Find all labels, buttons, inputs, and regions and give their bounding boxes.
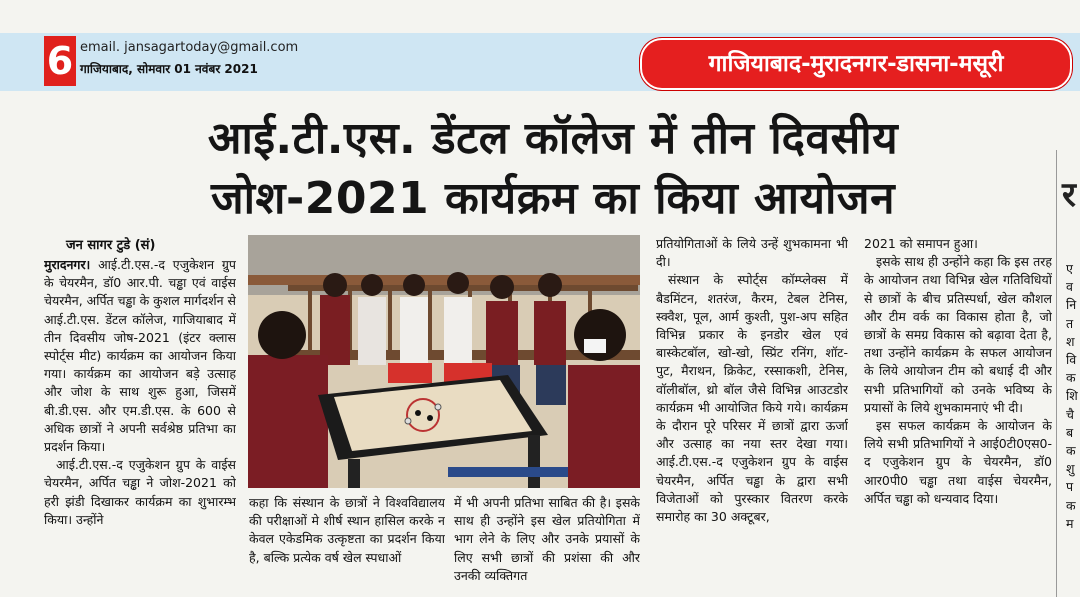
page-number: 6 (44, 36, 76, 86)
carrom-game-photo-icon (248, 235, 640, 488)
section-banner: गाजियाबाद-मुरादनगर-डासना-मसूरी (640, 38, 1072, 90)
paragraph: आई.टी.एस.-द एजुकेशन ग्रुप के चेयरमैन, डॉ0 आर.पी. चड्ढा एवं वाईस चेयरमैन, अर्पित चड्ढा के कुशल मार्गदर्शन से आई.टी.एस. डेंटल कॉलेज, गाजियाबाद में तीन दिवसीय जोष-2021 (इंटर क्लास स्पोर्ट्स मीट) कार्यक्रम का आयोजन किया गया। कार्यक्रम का आयोजन बड़े उत्साह और जोश के साथ शुरू हुआ, जिसमें बी.डी.एस. और एम.डी.एस. के 600 से अधिक छात्रों ने अपनी सर्वश्रेष्ठ प्रतिभा का प्रदर्शन किया। (44, 257, 236, 455)
article-column-4 (656, 235, 848, 597)
paragraph: 2021 को समापन हुआ। (864, 236, 978, 251)
adjacent-article-fragment-icon: र (1062, 175, 1076, 215)
article-column-3 (454, 494, 640, 597)
paragraph: संस्थान के स्पोर्ट्स कॉम्प्लेक्स में बैडमिंटन, शतरंज, कैरम, टेबल टेनिस, स्क्वैश, पूल, आर्म कुश्ती, पुश-अप सहित विभिन्न प्रकार के इनडोर खेल एवं बास्केटबॉल, खो-खो, स्प्रिंट रनिंग, शॉट-पुट, मैराथन, क्रिकेट, रस्साकशी, टेनिस, वॉलीबॉल, थ्रो बॉल जैसे विभिन्न आउटडोर कार्यक्रम भी आयोजित किये गये। कार्यक्रम के दौरान पूरे परिसर में छात्रों द्वारा ऊर्जा और उत्साह का नया स्तर देखा गया। आई.टी.एस.-द एजुकेशन ग्रुप के वाईस चेयरमैन, अर्पित चड्ढा के द्वारा सभी विजेताओं को पुरस्कार वितरण करके समारोह का 30 अक्टूबर, (656, 272, 848, 525)
paragraph: कहा कि संस्थान के छात्रों ने विश्वविद्यालय की परीक्षाओं मे शीर्ष स्थान हासिल करके न केवल एकेडमिक उत्कृष्टता का प्रदर्शन किया है, बल्कि प्रत्येक वर्ष खेल स्पधाओं (249, 495, 445, 565)
article-column-1 (44, 256, 236, 597)
dateline-city: मुरादनगर। (44, 257, 91, 272)
byline: जन सागर टुडे (सं) (66, 238, 156, 253)
event-photo (248, 235, 640, 488)
paragraph: में भी अपनी प्रतिभा साबित की है। इसके साथ ही उन्होंने इस खेल प्रतियोगिता में भाग लेने के लिए और उनके प्रयासों के लिए सभी छात्रों की प्रशंसा की और उनकी व्यक्तिगत (454, 495, 640, 583)
paragraph: इस सफल कार्यक्रम के आयोजन के लिये सभी प्रतिभागियों ने आई0टी0एस0-द एजुकेशन ग्रुप के चेयरमैन, डॉ0 आर0पी0 चड्ढा तथा वाईस चेयरमैन, अर्पित चड्ढा को धन्यवाद दिया। (864, 418, 1052, 506)
dateline: गाजियाबाद, सोमवार 01 नवंबर 2021 (80, 62, 258, 76)
column-divider (1056, 150, 1057, 597)
email-address[interactable]: email. jansagartoday@gmail.com (80, 40, 299, 55)
article-column-2 (249, 494, 445, 597)
paragraph: प्रतियोगिताओं के लिये उन्हें शुभकामना भी दी। (656, 236, 848, 270)
headline-line-1: आई.टी.एस. डेंटल कॉलेज में तीन दिवसीय (207, 113, 899, 164)
article-column-5 (864, 235, 1052, 597)
paragraph: इसके साथ ही उन्होंने कहा कि इस तरह के आयोजन तथा विभिन्न खेल गतिविधियों से छात्रों के बीच प्रतिस्पर्धा, खेल कौशल और टीम वर्क का विकास होता है, जो छात्रों के समग्र विकास को बढ़ावा देता है, तथा उन्होंने कार्यक्रम के सफल आयोजन के लिये आयोजन टीम को बधाई दी और सभी प्रतिभागियों को उनके भविष्य के प्रयासों के लिये शुभकामनाएं भी दी। (864, 254, 1052, 415)
paragraph: आई.टी.एस.-द एजुकेशन ग्रुप के वाईस चेयरमैन, अर्पित चड्ढा ने जोश-2021 को हरी झंडी दिखाकर कार्यक्रम का शुभारम्भ किया। उन्होंने (44, 457, 236, 527)
headline-line-2: जोश-2021 कार्यक्रम का किया आयोजन (210, 173, 895, 224)
adjacent-article-column: ए व नि त श वि क शि चै ब क शु प क म (1066, 261, 1078, 531)
